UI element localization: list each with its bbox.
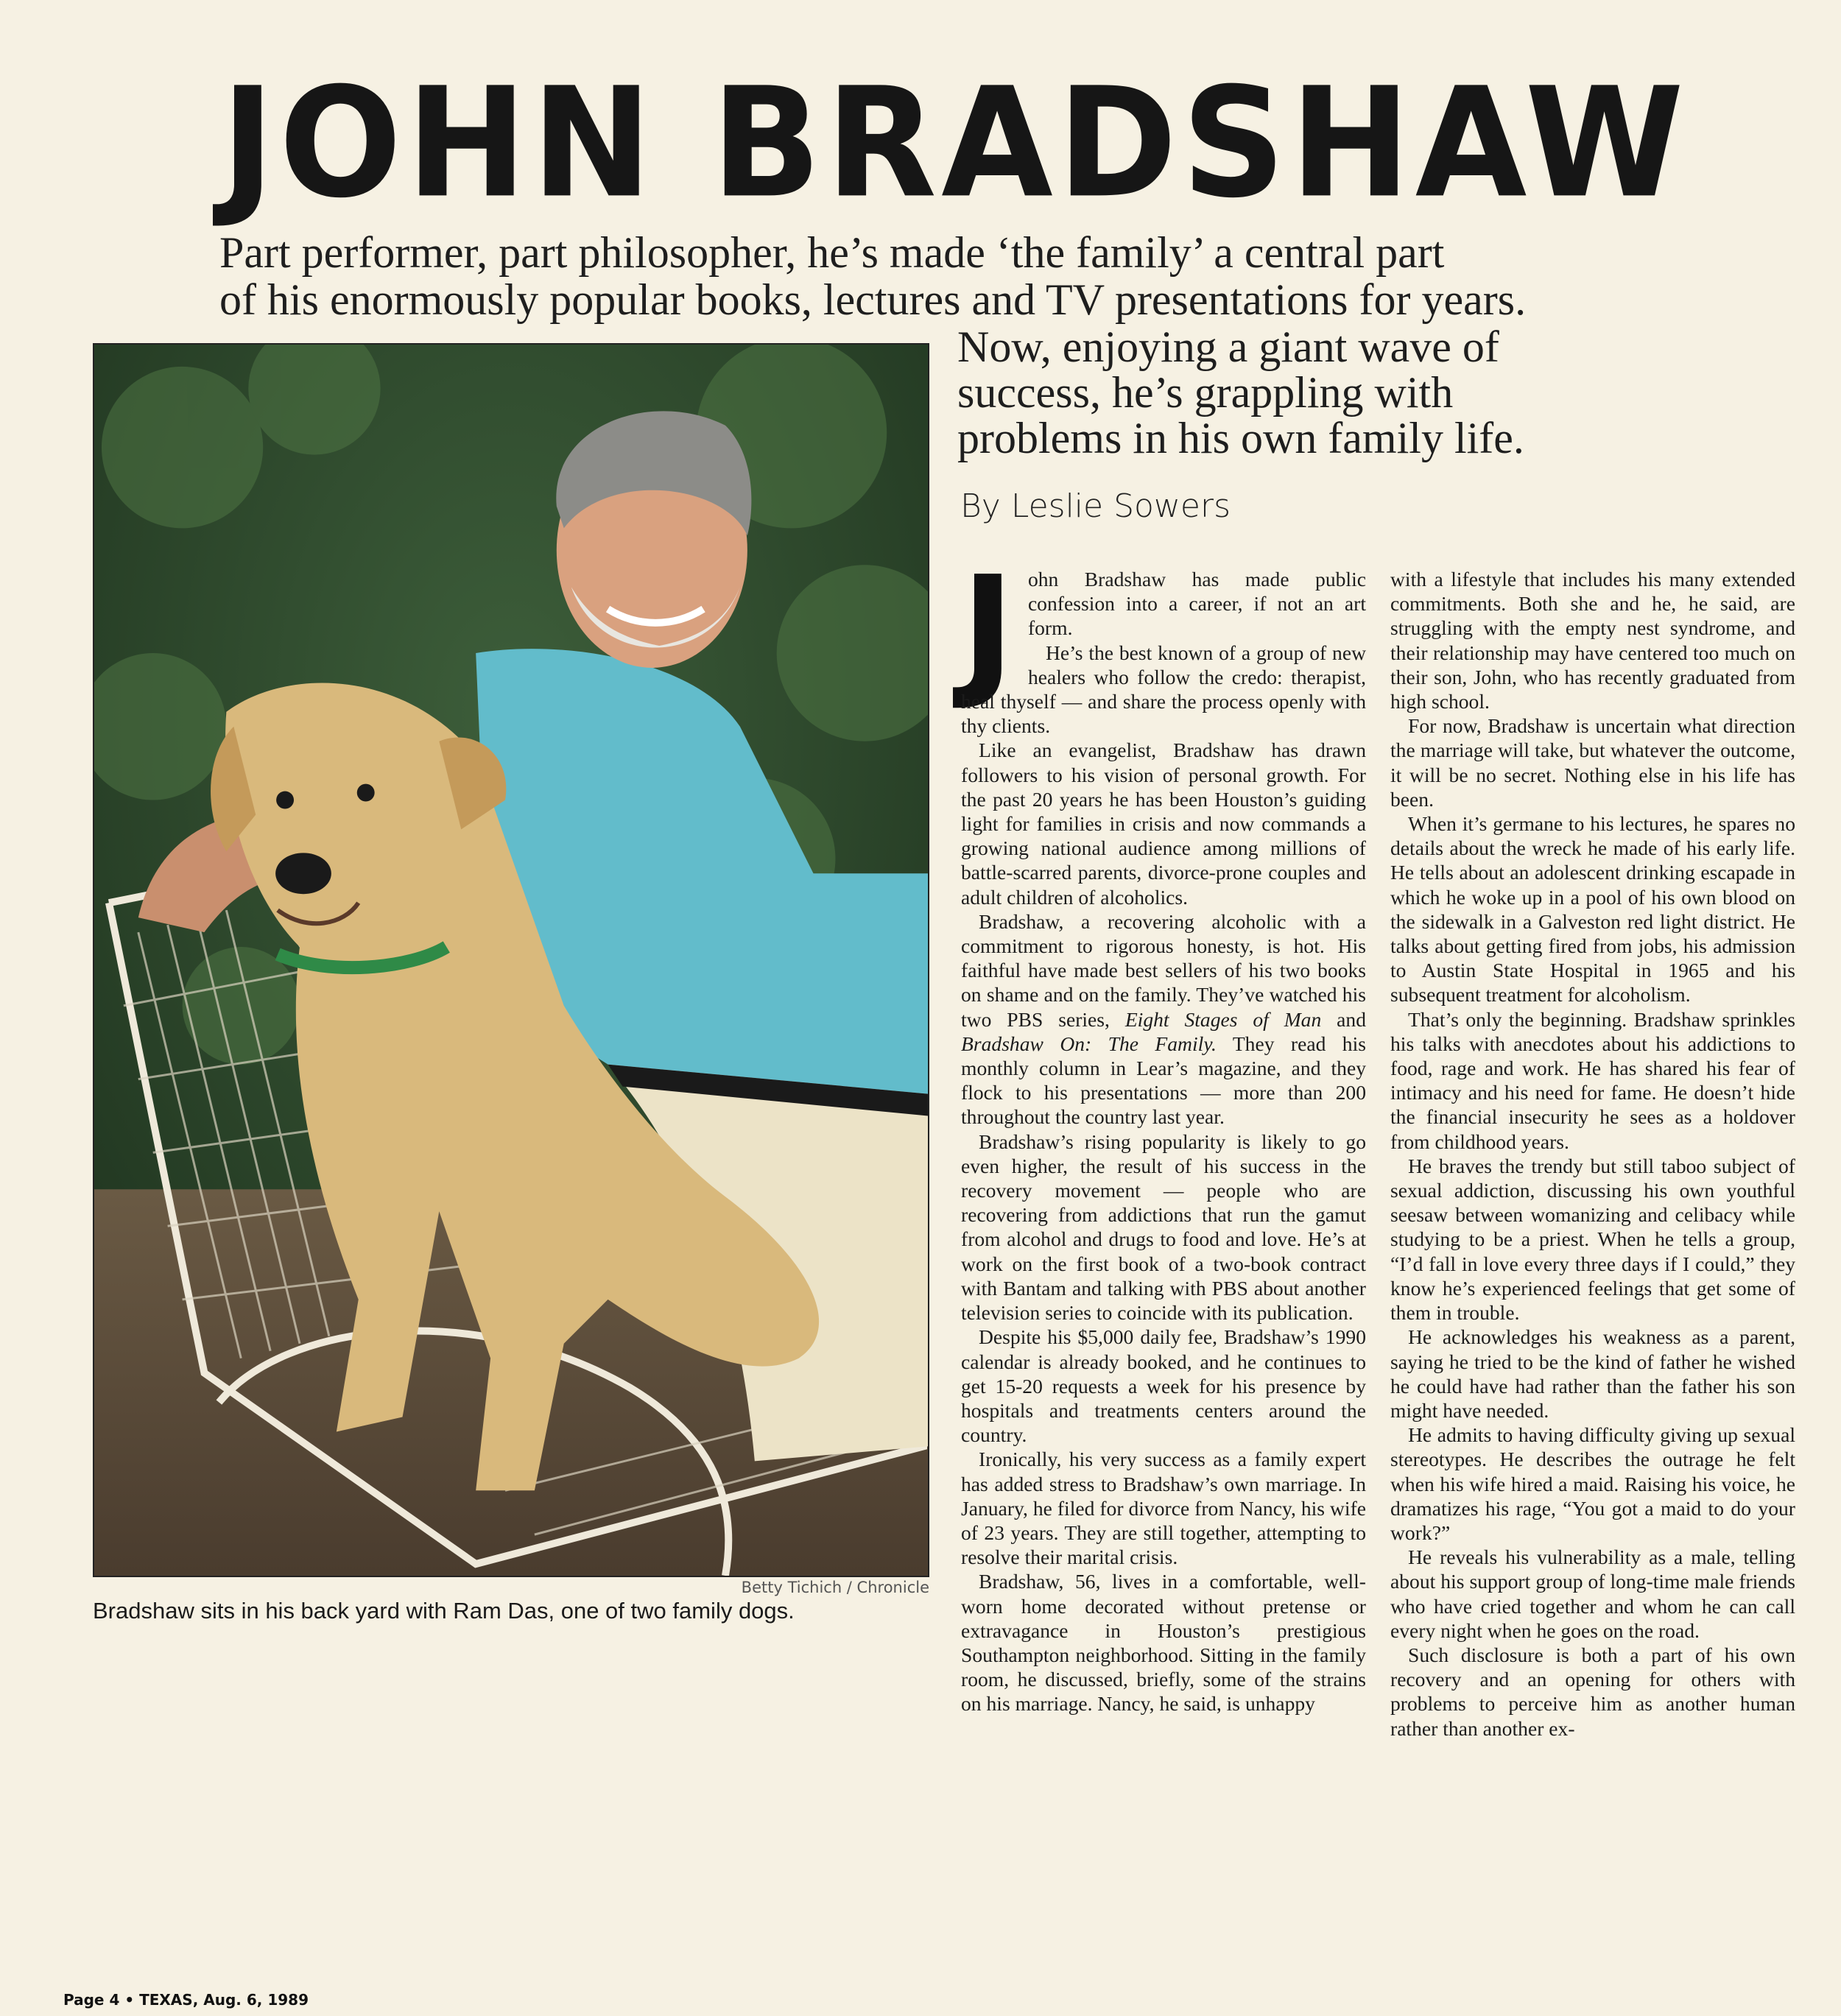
drop-cap: J [961, 546, 1015, 713]
article-paragraph: For now, Bradshaw is uncertain what direction the marriage will take, but whatever the outcome, it will be no secret. Nothing else in his life has been. [1390, 714, 1795, 811]
article-paragraph: He’s the best known of a group of new healers who follow the credo: therapist, heal thyself — and share the process openly with thy clients. [961, 641, 1366, 738]
deck-line-4: success, he’s grappling with [957, 368, 1454, 417]
article-paragraph: When it’s germane to his lectures, he spares no details about the wreck he made of his early life. He tells about an adolescent drinking escapade in which he woke up in a pool of his own blood on the sidewalk in a Galveston red light district. He talks about getting fired from jobs, his admission to Austin State Hospital in 1965 and his subsequent treatment for alcoholism. [1390, 812, 1795, 1007]
article-paragraph: Like an evangelist, Bradshaw has drawn followers to his vision of personal growth. For the past 20 years he has been Houston’s guiding light for families in crisis and now commands a growing national audience among millions of battle-scarred parents, divorce-prone couples and adult children of alcoholics. [961, 739, 1366, 909]
page-folio: Page 4 • TEXAS, Aug. 6, 1989 [63, 1991, 309, 2009]
photo [93, 343, 929, 1577]
book-title: Eight Stages of Man [1124, 1007, 1322, 1031]
deck-line-3: Now, enjoying a giant wave of [957, 323, 1499, 371]
headline: JOHN BRADSHAW [221, 55, 1689, 232]
deck-line-2: of his enormously popular books, lectures and TV presentations for years. [219, 275, 1527, 324]
article-paragraph: John Bradshaw has made public confession into a career, if not an art form. [961, 546, 1366, 713]
article-column-1 [961, 546, 1366, 1716]
book-title: Bradshaw On: The Family. [961, 1032, 1217, 1055]
article-paragraph: Bradshaw, 56, lives in a comfortable, well-worn home decorated without pretense or extravagance in Houston’s prestigious Southampton neighborhood. Sitting in the family room, he discussed, briefly, some of the strains on his marriage. Nancy, he said, is unhappy [961, 1570, 1366, 1716]
article-paragraph: Despite his $5,000 daily fee, Bradshaw’s 1990 calendar is already booked, and he continues to get 15-20 requests a week for his presence by hospitals and treatments centers around the country. [961, 1325, 1366, 1447]
photo-caption: Bradshaw sits in his back yard with Ram Das, one of two family dogs. [93, 1598, 795, 1624]
article-paragraph: He admits to having difficulty giving up sexual stereotypes. He describes the outrage he felt when his wife hired a maid. Raising his voice, he dramatizes his rage, “You got a maid to do your work?” [1390, 1423, 1795, 1544]
article-paragraph: He braves the trendy but still taboo subject of sexual addiction, discussing his own youthful seesaw between womanizing and celibacy while studying to be a priest. When he tells a group, “I’d fall in love every three days if I could,” they know he’s experienced feelings that get some of them in trouble. [1390, 1154, 1795, 1325]
deck-line-5: problems in his own family life. [957, 414, 1524, 462]
photo-illustration [94, 345, 928, 1576]
byline: By Leslie Sowers [960, 487, 1231, 525]
article-paragraph: Such disclosure is both a part of his own recovery and an opening for others with problems to perceive him as another human rather than another ex- [1390, 1643, 1795, 1740]
article-paragraph: He acknowledges his weakness as a parent, saying he tried to be the kind of father he wished he could have had rather than the father his son might have needed. [1390, 1325, 1795, 1422]
article-paragraph: Ironically, his very success as a family expert has added stress to Bradshaw’s own marriage. In January, he filed for divorce from Nancy, his wife of 23 years. They are still together, attempting to resolve their marital crisis. [961, 1448, 1366, 1569]
article-paragraph: Bradshaw, a recovering alcoholic with a commitment to rigorous honesty, is hot. His faithful have made best sellers of his two books on shame and on the family. They’ve watched his two PBS series, Eight Stages of Man and Bradshaw On: The Family. They read his monthly column in Lear’s magazine, and they flock to his presentations — more than 200 throughout the country last year. [961, 909, 1366, 1129]
article-paragraph: That’s only the beginning. Bradshaw sprinkles his talks with anecdotes about his addictions to food, rage and work. He has shared his fear of intimacy and his need for fame. He doesn’t hide the financial insecurity he sees as a holdover from childhood years. [1390, 1007, 1795, 1153]
article-paragraph: with a lifestyle that includes his many extended commitments. Both she and he, he said, are struggling with the empty nest syndrome, and their relationship may have centered too much on their son, John, who has recently graduated from high school. [1390, 568, 1795, 713]
article-paragraph: Bradshaw’s rising popularity is likely to go even higher, the result of his success in the recovery movement — people who are recovering from addictions that run the gamut from alcohol and drugs to food and love. He’s at work on the first book of a two-book contract with Bantam and talking with PBS about another television series to coincide with its publication. [961, 1129, 1366, 1325]
deck-line-1: Part performer, part philosopher, he’s made ‘the family’ a central part [219, 228, 1445, 277]
article-column-2 [1390, 567, 1795, 1741]
article-paragraph: He reveals his vulnerability as a male, telling about his support group of long-time male friends who have cried together and whom he can call every night when he goes on the road. [1390, 1546, 1795, 1642]
photo-credit: Betty Tichich / Chronicle [741, 1579, 929, 1596]
